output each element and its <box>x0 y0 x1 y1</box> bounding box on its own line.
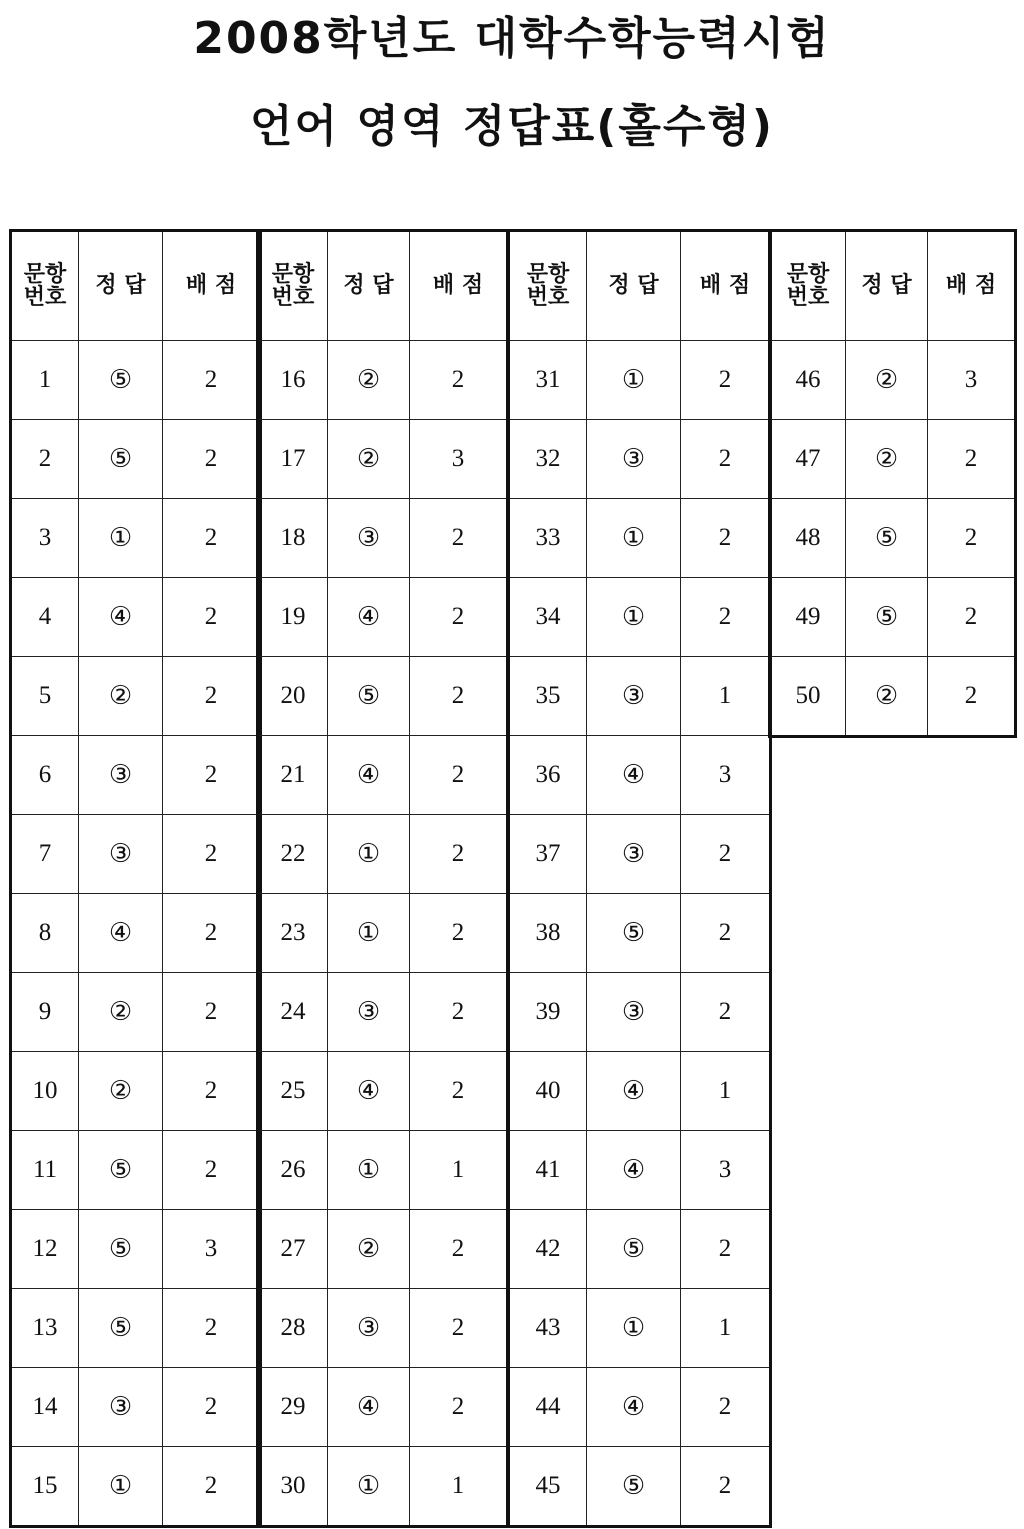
question-number-cell: 20 <box>258 657 328 736</box>
header-points: 배 점 <box>681 231 771 341</box>
answer-cell: ② <box>79 973 163 1052</box>
answer-cell: ① <box>587 499 681 578</box>
table-row <box>509 1368 771 1447</box>
table-row <box>11 420 261 499</box>
points-cell: 2 <box>410 1289 508 1368</box>
points-cell: 2 <box>681 1210 771 1289</box>
points-cell: 2 <box>163 1289 261 1368</box>
table-row <box>770 341 1016 420</box>
question-number-cell: 15 <box>11 1447 79 1527</box>
table-header-row <box>509 231 771 341</box>
question-number-cell: 26 <box>258 1131 328 1210</box>
points-cell: 3 <box>928 341 1016 420</box>
table-row <box>11 1052 261 1131</box>
table-row <box>11 578 261 657</box>
points-cell: 2 <box>410 1052 508 1131</box>
header-points: 배 점 <box>410 231 508 341</box>
question-number-cell: 50 <box>770 657 846 737</box>
answer-cell: ⑤ <box>587 1210 681 1289</box>
points-cell: 2 <box>163 973 261 1052</box>
header-question-number-line1: 문항 <box>526 261 570 287</box>
question-number-cell: 36 <box>509 736 587 815</box>
question-number-cell: 14 <box>11 1368 79 1447</box>
header-question-number-line1: 문항 <box>23 261 67 287</box>
question-number-cell: 9 <box>11 973 79 1052</box>
header-question-number <box>770 231 846 341</box>
question-number-cell: 38 <box>509 894 587 973</box>
header-question-number-line2: 번호 <box>23 285 67 310</box>
table-row <box>258 815 508 894</box>
points-cell: 2 <box>410 973 508 1052</box>
table-row <box>770 499 1016 578</box>
answer-cell: ④ <box>328 1052 410 1131</box>
answer-cell: ② <box>79 657 163 736</box>
points-cell: 2 <box>163 894 261 973</box>
table-row <box>770 657 1016 737</box>
points-cell: 2 <box>410 499 508 578</box>
points-cell: 2 <box>163 815 261 894</box>
points-cell: 2 <box>410 894 508 973</box>
answer-cell: ④ <box>79 894 163 973</box>
table-row <box>258 973 508 1052</box>
answer-cell: ⑤ <box>79 341 163 420</box>
answer-cell: ③ <box>587 973 681 1052</box>
answer-cell: ② <box>328 341 410 420</box>
header-question-number <box>11 231 79 341</box>
points-cell: 2 <box>410 1210 508 1289</box>
points-cell: 2 <box>681 341 771 420</box>
header-question-number <box>509 231 587 341</box>
points-cell: 3 <box>163 1210 261 1289</box>
table-row <box>11 894 261 973</box>
question-number-cell: 49 <box>770 578 846 657</box>
header-question-number-line1: 문항 <box>271 261 315 287</box>
table-header-row <box>258 231 508 341</box>
answer-cell: ③ <box>587 657 681 736</box>
points-cell: 2 <box>163 736 261 815</box>
answer-cell: ③ <box>587 420 681 499</box>
question-number-cell: 3 <box>11 499 79 578</box>
answer-cell: ② <box>846 341 928 420</box>
table-row <box>11 1447 261 1527</box>
question-number-cell: 18 <box>258 499 328 578</box>
answer-cell: ⑤ <box>79 1131 163 1210</box>
table-row <box>258 1210 508 1289</box>
answer-cell: ⑤ <box>79 1210 163 1289</box>
table-row <box>258 657 508 736</box>
answer-cell: ② <box>79 1052 163 1131</box>
points-cell: 2 <box>410 657 508 736</box>
answer-cell: ① <box>587 578 681 657</box>
question-number-cell: 5 <box>11 657 79 736</box>
answer-cell: ④ <box>587 1368 681 1447</box>
header-question-number-line1: 문항 <box>786 261 830 287</box>
points-cell: 2 <box>410 341 508 420</box>
question-number-cell: 28 <box>258 1289 328 1368</box>
table-row <box>258 1447 508 1527</box>
question-number-cell: 6 <box>11 736 79 815</box>
points-cell: 2 <box>681 1447 771 1527</box>
points-cell: 2 <box>163 499 261 578</box>
table-row <box>509 657 771 736</box>
answer-cell: ③ <box>328 973 410 1052</box>
header-question-number-line2: 번호 <box>526 285 570 310</box>
points-cell: 2 <box>163 1368 261 1447</box>
points-cell: 2 <box>163 1052 261 1131</box>
table-row <box>258 499 508 578</box>
answer-cell: ③ <box>587 815 681 894</box>
header-answer: 정 답 <box>79 231 163 341</box>
points-cell: 1 <box>410 1447 508 1527</box>
table-row <box>509 815 771 894</box>
answer-cell: ③ <box>328 499 410 578</box>
table-row <box>770 578 1016 657</box>
table-row <box>11 815 261 894</box>
table-row <box>770 420 1016 499</box>
points-cell: 3 <box>410 420 508 499</box>
question-number-cell: 24 <box>258 973 328 1052</box>
table-row <box>509 1210 771 1289</box>
table-row <box>11 736 261 815</box>
answer-cell: ⑤ <box>328 657 410 736</box>
points-cell: 2 <box>681 815 771 894</box>
answer-cell: ③ <box>79 736 163 815</box>
table-row <box>258 420 508 499</box>
points-cell: 2 <box>163 657 261 736</box>
answer-cell: ① <box>328 1447 410 1527</box>
question-number-cell: 48 <box>770 499 846 578</box>
points-cell: 1 <box>410 1131 508 1210</box>
header-question-number-line2: 번호 <box>786 285 830 310</box>
question-number-cell: 40 <box>509 1052 587 1131</box>
answer-cell: ① <box>587 1289 681 1368</box>
question-number-cell: 17 <box>258 420 328 499</box>
question-number-cell: 44 <box>509 1368 587 1447</box>
answer-cell: ③ <box>79 1368 163 1447</box>
points-cell: 2 <box>681 420 771 499</box>
question-number-cell: 31 <box>509 341 587 420</box>
table-row <box>11 499 261 578</box>
answer-cell: ① <box>328 1131 410 1210</box>
points-cell: 1 <box>681 1289 771 1368</box>
question-number-cell: 37 <box>509 815 587 894</box>
question-number-cell: 21 <box>258 736 328 815</box>
table-row <box>11 973 261 1052</box>
question-number-cell: 32 <box>509 420 587 499</box>
answer-cell: ① <box>587 341 681 420</box>
question-number-cell: 4 <box>11 578 79 657</box>
points-cell: 2 <box>681 578 771 657</box>
table-row <box>11 1210 261 1289</box>
header-points: 배 점 <box>163 231 261 341</box>
table-row <box>509 420 771 499</box>
answer-table-group-1 <box>9 229 262 1528</box>
points-cell: 3 <box>681 736 771 815</box>
answer-cell: ⑤ <box>79 1289 163 1368</box>
answer-table-group-2 <box>256 229 509 1528</box>
answer-cell: ④ <box>328 578 410 657</box>
question-number-cell: 30 <box>258 1447 328 1527</box>
page-subtitle: 언어 영역 정답표(홀수형) <box>250 101 774 152</box>
table-row <box>11 341 261 420</box>
question-number-cell: 35 <box>509 657 587 736</box>
table-row <box>11 657 261 736</box>
question-number-cell: 19 <box>258 578 328 657</box>
table-row <box>258 736 508 815</box>
question-number-cell: 7 <box>11 815 79 894</box>
header-question-number <box>258 231 328 341</box>
points-cell: 2 <box>163 341 261 420</box>
question-number-cell: 46 <box>770 341 846 420</box>
table-row <box>509 1289 771 1368</box>
points-cell: 2 <box>163 420 261 499</box>
points-cell: 2 <box>410 815 508 894</box>
question-number-cell: 43 <box>509 1289 587 1368</box>
answer-cell: ② <box>846 420 928 499</box>
table-row <box>258 578 508 657</box>
question-number-cell: 42 <box>509 1210 587 1289</box>
header-answer: 정 답 <box>846 231 928 341</box>
answer-cell: ⑤ <box>846 499 928 578</box>
table-row <box>509 736 771 815</box>
points-cell: 2 <box>928 499 1016 578</box>
question-number-cell: 27 <box>258 1210 328 1289</box>
points-cell: 2 <box>163 1447 261 1527</box>
answer-cell: ④ <box>328 1368 410 1447</box>
points-cell: 3 <box>681 1131 771 1210</box>
points-cell: 2 <box>928 657 1016 737</box>
question-number-cell: 41 <box>509 1131 587 1210</box>
points-cell: 2 <box>681 973 771 1052</box>
question-number-cell: 25 <box>258 1052 328 1131</box>
answer-cell: ④ <box>587 1052 681 1131</box>
points-cell: 2 <box>681 499 771 578</box>
table-header-row <box>11 231 261 341</box>
question-number-cell: 11 <box>11 1131 79 1210</box>
question-number-cell: 22 <box>258 815 328 894</box>
answer-cell: ⑤ <box>587 894 681 973</box>
points-cell: 2 <box>928 578 1016 657</box>
question-number-cell: 8 <box>11 894 79 973</box>
points-cell: 2 <box>681 1368 771 1447</box>
table-row <box>11 1368 261 1447</box>
answer-cell: ① <box>79 499 163 578</box>
table-row <box>11 1131 261 1210</box>
table-row <box>509 341 771 420</box>
table-row <box>509 973 771 1052</box>
header-answer: 정 답 <box>587 231 681 341</box>
answer-cell: ⑤ <box>587 1447 681 1527</box>
answer-cell: ① <box>328 815 410 894</box>
table-row <box>509 499 771 578</box>
points-cell: 1 <box>681 1052 771 1131</box>
table-row <box>509 1447 771 1527</box>
question-number-cell: 33 <box>509 499 587 578</box>
answer-cell: ② <box>328 420 410 499</box>
table-row <box>509 578 771 657</box>
answer-cell: ③ <box>79 815 163 894</box>
answer-cell: ⑤ <box>846 578 928 657</box>
answer-table-group-4 <box>768 229 1017 738</box>
table-row <box>258 894 508 973</box>
table-row <box>11 1289 261 1368</box>
question-number-cell: 39 <box>509 973 587 1052</box>
table-row <box>509 1052 771 1131</box>
question-number-cell: 47 <box>770 420 846 499</box>
table-row <box>258 1131 508 1210</box>
answer-cell: ⑤ <box>79 420 163 499</box>
answer-cell: ① <box>79 1447 163 1527</box>
answer-cell: ④ <box>328 736 410 815</box>
points-cell: 2 <box>410 578 508 657</box>
answer-cell: ② <box>328 1210 410 1289</box>
table-row <box>258 1289 508 1368</box>
answer-cell: ④ <box>79 578 163 657</box>
question-number-cell: 1 <box>11 341 79 420</box>
page-title: 2008학년도 대학수학능력시험 <box>193 13 831 64</box>
points-cell: 2 <box>163 578 261 657</box>
question-number-cell: 13 <box>11 1289 79 1368</box>
question-number-cell: 23 <box>258 894 328 973</box>
question-number-cell: 10 <box>11 1052 79 1131</box>
table-row <box>509 1131 771 1210</box>
header-answer: 정 답 <box>328 231 410 341</box>
table-row <box>258 1052 508 1131</box>
points-cell: 2 <box>928 420 1016 499</box>
header-points: 배 점 <box>928 231 1016 341</box>
table-row <box>258 1368 508 1447</box>
table-row <box>509 894 771 973</box>
table-header-row <box>770 231 1016 341</box>
answer-cell: ③ <box>328 1289 410 1368</box>
question-number-cell: 2 <box>11 420 79 499</box>
points-cell: 2 <box>681 894 771 973</box>
question-number-cell: 16 <box>258 341 328 420</box>
question-number-cell: 12 <box>11 1210 79 1289</box>
table-row <box>258 341 508 420</box>
question-number-cell: 29 <box>258 1368 328 1447</box>
points-cell: 1 <box>681 657 771 736</box>
answer-cell: ④ <box>587 736 681 815</box>
answer-table-group-3 <box>507 229 772 1528</box>
points-cell: 2 <box>163 1131 261 1210</box>
question-number-cell: 45 <box>509 1447 587 1527</box>
question-number-cell: 34 <box>509 578 587 657</box>
points-cell: 2 <box>410 736 508 815</box>
answer-cell: ① <box>328 894 410 973</box>
header-question-number-line2: 번호 <box>271 285 315 310</box>
answer-cell: ④ <box>587 1131 681 1210</box>
points-cell: 2 <box>410 1368 508 1447</box>
answer-cell: ② <box>846 657 928 737</box>
